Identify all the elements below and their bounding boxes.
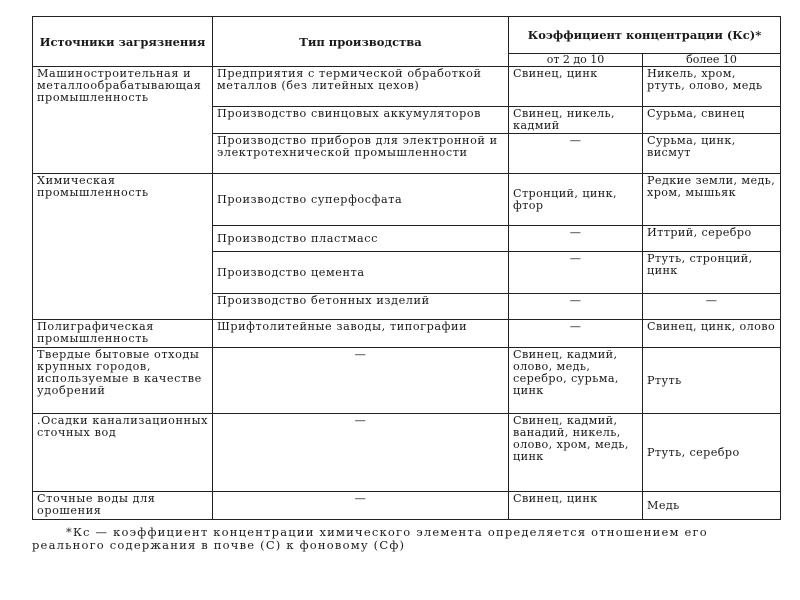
coef-low-cell: Свинец, кадмий, олово, медь, серебро, сурьма, цинк bbox=[509, 348, 643, 414]
coef-low-cell: Свинец, цинк bbox=[509, 67, 643, 107]
header-range-2-10: от 2 до 10 bbox=[509, 54, 643, 67]
table-row bbox=[33, 320, 781, 348]
coef-high-cell: Свинец, цинк, олово bbox=[643, 320, 781, 348]
table-row bbox=[33, 348, 781, 414]
coef-low-cell: — bbox=[509, 294, 643, 320]
production-type-cell: — bbox=[213, 414, 509, 492]
production-type-cell: — bbox=[213, 348, 509, 414]
coef-high-cell: Сурьма, свинец bbox=[643, 107, 781, 134]
table-row bbox=[33, 174, 781, 226]
production-type-cell: — bbox=[213, 492, 509, 520]
header-range-over-10: более 10 bbox=[643, 54, 781, 67]
production-type-cell: Предприятия с термической обработкой металлов (без литейных цехов) bbox=[213, 67, 509, 107]
coef-low-cell: — bbox=[509, 252, 643, 294]
production-type-cell: Шрифтолитейные заводы, типографии bbox=[213, 320, 509, 348]
coef-high-cell: Медь bbox=[643, 492, 781, 520]
production-type-cell: Производство суперфосфата bbox=[213, 174, 509, 226]
production-type-cell: Производство приборов для электронной и электротехнической промышленности bbox=[213, 134, 509, 174]
production-type-cell: Производство бетонных изделий bbox=[213, 294, 509, 320]
pollution-sources-table bbox=[32, 16, 781, 520]
coef-high-cell: — bbox=[643, 294, 781, 320]
coef-low-cell: Свинец, никель, кадмий bbox=[509, 107, 643, 134]
source-cell: .Осадки канализационных сточных вод bbox=[33, 414, 213, 492]
coef-high-cell: Ртуть, серебро bbox=[643, 414, 781, 492]
header-concentration-coefficient: Коэффициент концентрации (Кс)* bbox=[509, 17, 781, 54]
table-row bbox=[33, 67, 781, 107]
source-cell: Машиностроительная и металлообрабатывающая промышленность bbox=[33, 67, 213, 174]
production-type-cell: Производство цемента bbox=[213, 252, 509, 294]
header-production-type: Тип производства bbox=[213, 17, 509, 67]
coef-low-cell: — bbox=[509, 134, 643, 174]
coef-high-cell: Иттрий, серебро bbox=[643, 226, 781, 252]
coef-high-cell: Ртуть bbox=[643, 348, 781, 414]
header-sources: Источники загрязнения bbox=[33, 17, 213, 67]
table-row bbox=[33, 414, 781, 492]
coef-high-cell: Никель, хром, ртуть, олово, медь bbox=[643, 67, 781, 107]
coef-low-cell: Свинец, цинк bbox=[509, 492, 643, 520]
coef-low-cell: Свинец, кадмий, ванадий, никель, олово, хром, медь, цинк bbox=[509, 414, 643, 492]
source-cell: Твердые бытовые отходы крупных городов, используемые в качестве удобрений bbox=[33, 348, 213, 414]
document-page bbox=[32, 16, 780, 552]
coef-high-cell: Сурьма, цинк, висмут bbox=[643, 134, 781, 174]
coef-high-cell: Редкие земли, медь, хром, мышьяк bbox=[643, 174, 781, 226]
production-type-cell: Производство свинцовых аккумуляторов bbox=[213, 107, 509, 134]
production-type-cell: Производство пластмасс bbox=[213, 226, 509, 252]
table-row bbox=[33, 492, 781, 520]
source-cell: Химическая промышленность bbox=[33, 174, 213, 320]
footnote: *Кс — коэффициент концентрации химического элемента определяется отношением его реального содержания в почве (С) к фоновому (Сф) bbox=[32, 525, 708, 552]
coef-low-cell: — bbox=[509, 226, 643, 252]
coef-high-cell: Ртуть, стронций, цинк bbox=[643, 252, 781, 294]
coef-low-cell: — bbox=[509, 320, 643, 348]
source-cell: Полиграфическая промышленность bbox=[33, 320, 213, 348]
coef-low-cell: Стронций, цинк, фтор bbox=[509, 174, 643, 226]
source-cell: Сточные воды для орошения bbox=[33, 492, 213, 520]
